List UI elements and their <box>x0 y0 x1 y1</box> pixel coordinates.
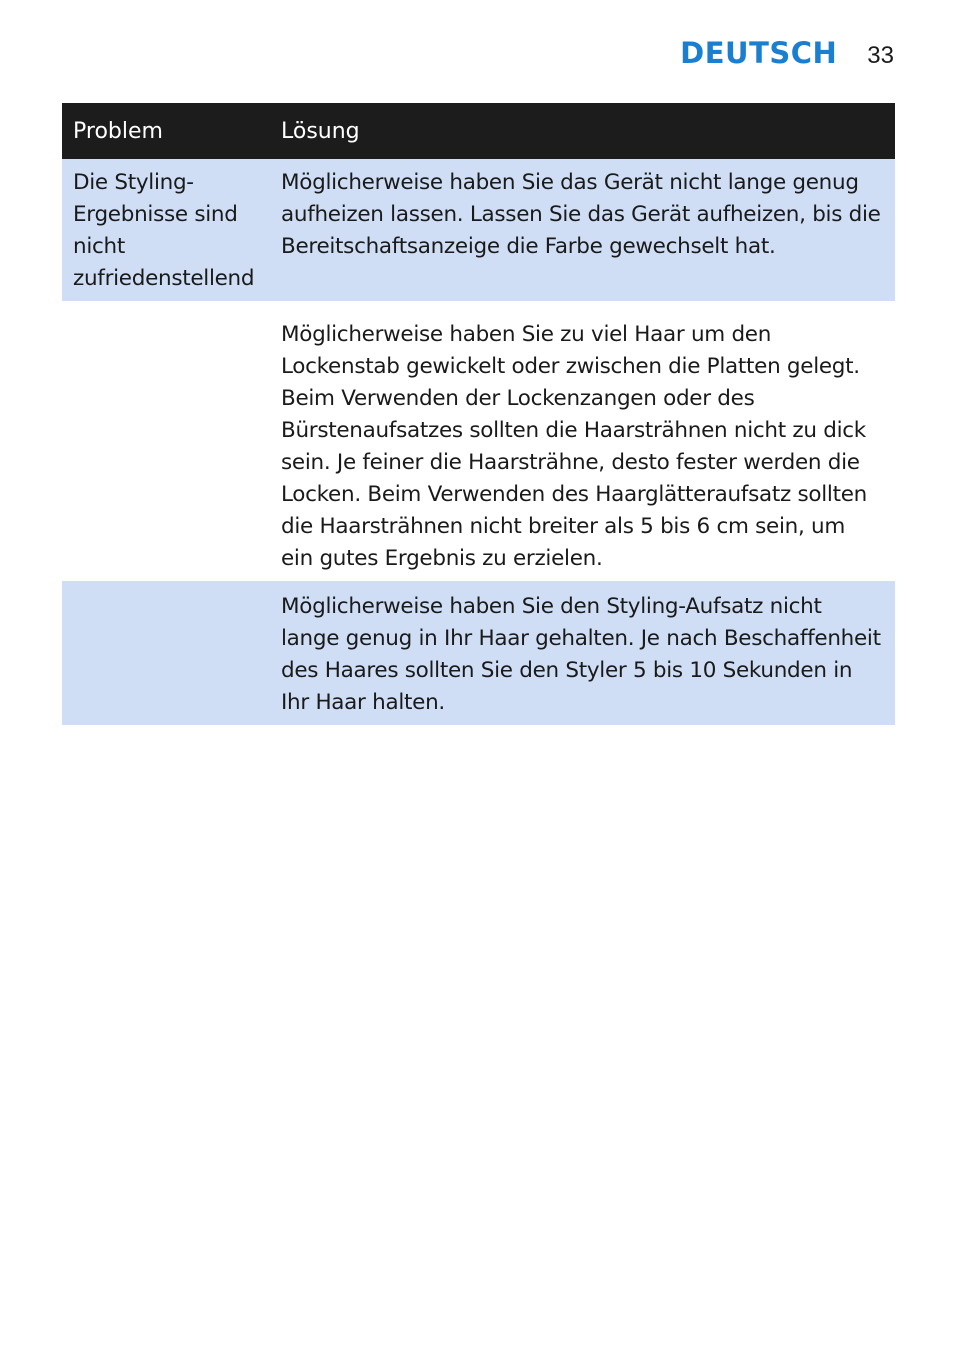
language-label: DEUTSCH <box>680 36 838 70</box>
page-number: 33 <box>867 42 894 69</box>
table-row <box>62 301 895 581</box>
page-header <box>680 36 894 70</box>
solution-cell: Möglicherweise haben Sie zu viel Haar um den Lockenstab gewickelt oder zwischen die Platten gelegt. Beim Verwenden der Lockenzangen oder des Bürstenaufsatzes sollten die Haarsträhnen nicht zu dick sein. Je feiner die Haarsträhne, desto fester werden die Locken. Beim Verwenden des Haarglätteraufsatz sollten die Haarsträhnen nicht breiter als 5 bis 6 cm sein, um ein gutes Ergebnis zu erzielen. <box>281 322 867 571</box>
solution-cell: Möglicherweise haben Sie das Gerät nicht lange genug aufheizen lassen. Lassen Sie das Gerät aufheizen, bis die Bereitschaftsanzeige die Farbe gewechselt hat. <box>281 170 881 259</box>
column-header-problem: Problem <box>73 118 163 144</box>
problem-cell <box>62 311 281 581</box>
table-row <box>62 581 895 725</box>
troubleshooting-table <box>62 103 895 725</box>
problem-cell: Die Styling-Ergebnisse sind nicht zufriedenstellend <box>73 170 255 291</box>
problem-cell <box>62 583 281 725</box>
table-row <box>62 159 895 301</box>
column-header-solution: Lösung <box>281 118 360 144</box>
solution-cell: Möglicherweise haben Sie den Styling-Aufsatz nicht lange genug in Ihr Haar gehalten. Je nach Beschaffenheit des Haares sollten Sie den Styler 5 bis 10 Sekunden in Ihr Haar halten. <box>281 594 881 715</box>
table-header <box>62 103 895 159</box>
